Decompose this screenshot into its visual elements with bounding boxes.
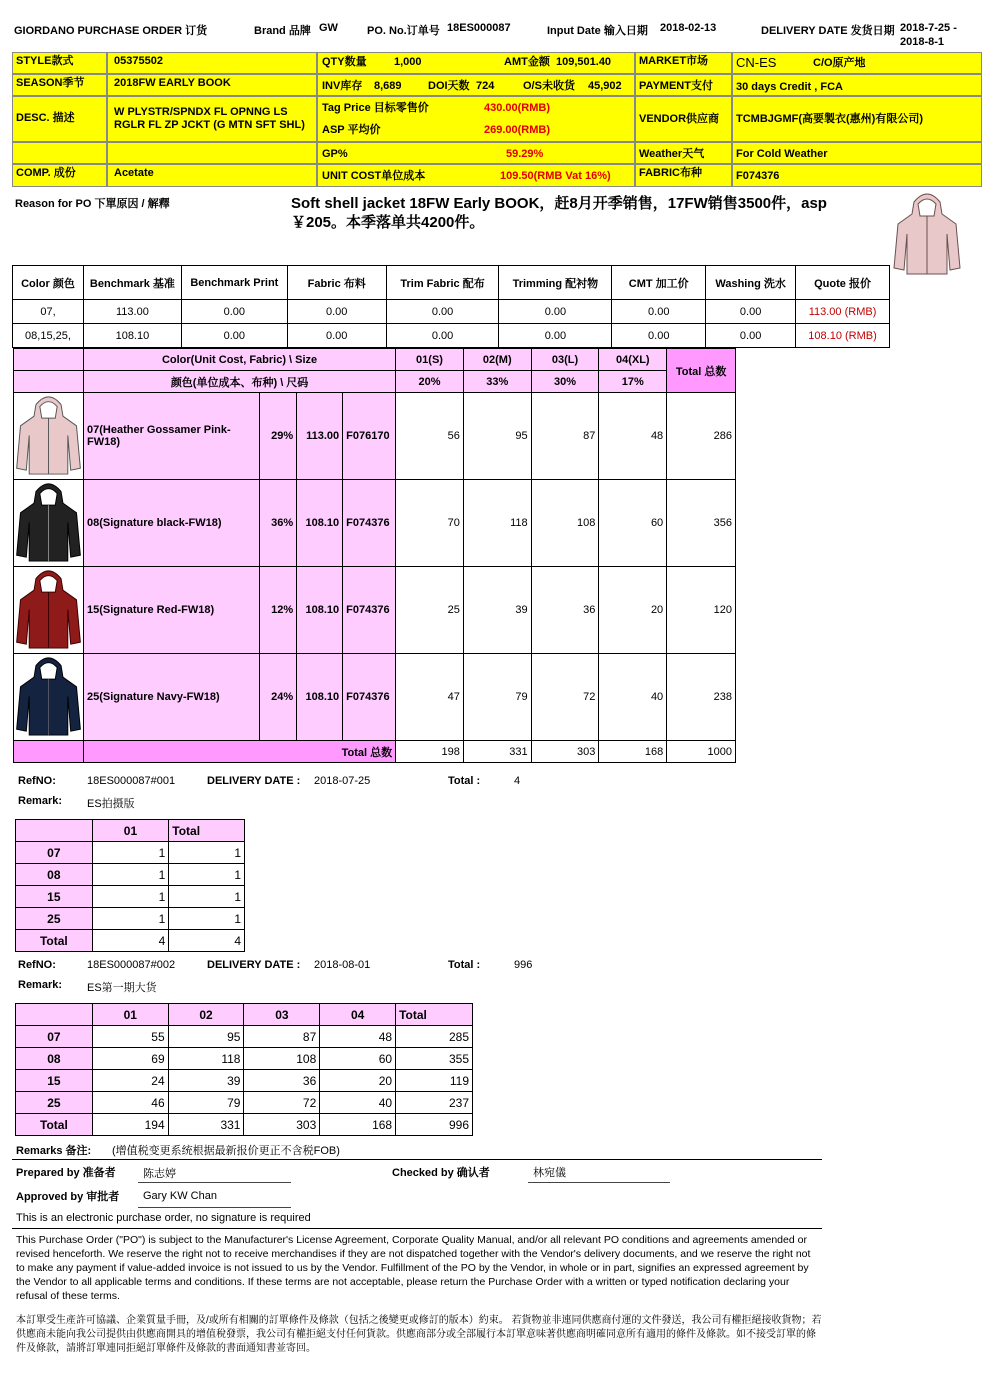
color-fabric: F076170 (343, 393, 396, 480)
weather-label: Weather天气 (635, 142, 732, 164)
brand-value: GW (319, 22, 338, 34)
row-label: 08 (16, 1048, 93, 1070)
cost-header-cell: Washing 洗水 (706, 266, 796, 300)
size-total: 303 (531, 741, 599, 763)
amt-label: AMT金额 (504, 56, 550, 68)
row-total: 1 (169, 864, 245, 886)
ref2-col-header: 02 (168, 1004, 244, 1026)
tag-price-value: 430.00(RMB) (484, 102, 551, 114)
cost-header-cell: Benchmark Print (181, 266, 287, 300)
cost-header-cell: Trim Fabric 配布 (386, 266, 499, 300)
qty-cell: 46 (92, 1092, 168, 1114)
cost-cell: 0.00 (499, 300, 612, 324)
row-label: 25 (16, 1092, 93, 1114)
cost-cell: 113.00 (83, 300, 181, 324)
amt-value: 109,501.40 (556, 56, 612, 68)
remarks-text: (增值税变更系统根据最新报价更正不含税FOB) (112, 1145, 340, 1157)
ref2-col-header: 01 (92, 1004, 168, 1026)
comp-label: COMP. 成份 (12, 164, 107, 187)
row-label: Total (16, 930, 93, 952)
season-value: 2018FW EARLY BOOK (107, 74, 317, 96)
signature-line (528, 1182, 670, 1183)
table-row (16, 1026, 473, 1048)
qty-cell: 39 (168, 1070, 244, 1092)
color-name: 25(Signature Navy-FW18) (84, 654, 260, 741)
qty-cell: 48 (599, 393, 667, 480)
unit-cost-value: 109.50(RMB Vat 16%) (500, 170, 611, 182)
row-label: 25 (16, 908, 93, 930)
prepared-name: 陈志婷 (143, 1168, 176, 1180)
style-label: STYLE款式 (12, 52, 107, 74)
unit-cost-cell (317, 164, 635, 187)
row-total: 1 (169, 886, 245, 908)
table-row (16, 930, 245, 952)
ref1-delivery-label: DELIVERY DATE : (207, 775, 301, 787)
terms-chinese: 本訂單受生產許可協議、企業質量手冊，及/或所有相關的訂單條件及條款（包括之後變更或修訂的版本）約束。 若貨物並非連同供應商付運的文件發送，我公司有權拒絕接收貨物；若供應商未能向我公司提供由供應商開具的增值稅發票，我公司有權拒絕支付任何貨款。供應商部分或全部履行本訂單意味著供應商明確同意所有適用的條件及條款。如不接受訂單的條件及條款，請將訂單連同拒絕訂單條件及條款的書面通知書並寄回。 (16, 1315, 822, 1354)
qty-cell: 87 (531, 393, 599, 480)
cost-cell: 0.00 (706, 300, 796, 324)
ref2-remark-label: Remark: (18, 979, 63, 991)
table-row (16, 1114, 473, 1136)
ref1-delivery-date: 2018-07-25 (314, 775, 371, 787)
cost-row (13, 300, 890, 324)
inv-label: INV库存 (322, 80, 363, 92)
color-cost: 108.10 (297, 480, 343, 567)
table-row (16, 1070, 473, 1092)
co-label: C/O原产地 (813, 57, 866, 69)
qty-cell: 72 (531, 654, 599, 741)
tag-price-label: Tag Price 目标零售价 (322, 102, 429, 114)
color-cost: 108.10 (297, 567, 343, 654)
payment-label: PAYMENT支付 (635, 74, 732, 96)
ref2-delivery-date: 2018-08-01 (314, 959, 371, 971)
size-color-table (13, 348, 736, 763)
qty-cell (317, 52, 635, 74)
row-total: 237 (396, 1092, 473, 1114)
asp-value: 269.00(RMB) (484, 124, 551, 136)
qty-cell: 36 (244, 1070, 320, 1092)
cost-header-cell: Trimming 配衬物 (499, 266, 612, 300)
os-value: 45,902 (588, 80, 622, 92)
qty-cell: 47 (396, 654, 464, 741)
blank-cell (14, 371, 84, 393)
cost-cell: 0.00 (386, 300, 499, 324)
qty-cell: 79 (463, 654, 531, 741)
size-total: 198 (396, 741, 464, 763)
inventory-cell (317, 74, 635, 96)
cost-header-cell: Color 颜色 (13, 266, 84, 300)
grand-total: 1000 (667, 741, 736, 763)
inv-value: 8,689 (374, 80, 402, 92)
po-info-grid (12, 52, 982, 187)
desc-label: DESC. 描述 (12, 96, 107, 142)
qty-value: 1,000 (394, 56, 422, 68)
market-cell (732, 52, 982, 74)
cost-row (13, 324, 890, 348)
size-total: 331 (463, 741, 531, 763)
cost-cell: 0.00 (499, 324, 612, 348)
fabric-value: F074376 (732, 164, 982, 187)
qty-cell: 118 (168, 1048, 244, 1070)
row-total: 1 (169, 842, 245, 864)
row-label: 15 (16, 886, 93, 908)
prepared-label: Prepared by 准备者 (16, 1167, 116, 1179)
blank-cell (16, 1004, 93, 1026)
ref2-refno: 18ES000087#002 (87, 959, 176, 971)
qty-cell: 72 (244, 1092, 320, 1114)
weather-value: For Cold Weather (732, 142, 982, 164)
color-fabric: F074376 (343, 567, 396, 654)
remarks-label: Remarks 备注: (16, 1145, 92, 1157)
cost-header-cell: CMT 加工价 (612, 266, 706, 300)
jacket-swatch-image (14, 393, 84, 480)
qty-cell: 303 (244, 1114, 320, 1136)
qty-cell: 56 (396, 393, 464, 480)
table-row (16, 842, 245, 864)
ref2-total: 996 (514, 959, 533, 971)
qty-cell: 1 (92, 908, 169, 930)
color-row (14, 393, 736, 480)
quote-cell: 113.00 (RMB) (796, 300, 890, 324)
doi-label: DOI天数 (428, 80, 470, 92)
vendor-value: TCMBJGMF(高要製衣(惠州)有限公司) (732, 96, 982, 142)
qty-cell: 79 (168, 1092, 244, 1114)
cost-header-cell: Benchmark 基准 (83, 266, 181, 300)
cost-cell: 0.00 (386, 324, 499, 348)
approved-label: Approved by 审批者 (16, 1191, 120, 1203)
cost-header-row (13, 266, 890, 300)
color-pct: 29% (260, 393, 297, 480)
ref2-total-label: Total : (448, 959, 481, 971)
qty-cell: 20 (320, 1070, 396, 1092)
brand-label: Brand 品牌 (254, 25, 311, 37)
blank-cell (14, 349, 84, 371)
qty-cell: 55 (92, 1026, 168, 1048)
ref1-total-label: Total : (448, 775, 481, 787)
row-total: 356 (667, 480, 736, 567)
row-label: 08 (16, 864, 93, 886)
gp-value: 59.29% (506, 148, 544, 160)
row-total: 355 (396, 1048, 473, 1070)
po-number-label: PO. No.订单号 (367, 25, 440, 37)
ref2-remark: ES第一期大货 (87, 982, 157, 994)
divider (12, 1159, 822, 1160)
qty-cell: 40 (320, 1092, 396, 1114)
qty-cell: 1 (92, 886, 169, 908)
qty-cell: 24 (92, 1070, 168, 1092)
total-header: Total 总数 (667, 349, 736, 393)
color-fabric: F074376 (343, 480, 396, 567)
po-title: GIORDANO PURCHASE ORDER 订货 (14, 25, 208, 37)
divider (12, 1228, 822, 1229)
qty-cell: 108 (244, 1048, 320, 1070)
qty-cell: 168 (320, 1114, 396, 1136)
payment-value: 30 days Credit , FCA (732, 74, 982, 96)
input-date: 2018-02-13 (660, 22, 717, 34)
row-total: 238 (667, 654, 736, 741)
qty-cell: 69 (92, 1048, 168, 1070)
cost-cell: 0.00 (706, 324, 796, 348)
table-row (16, 886, 245, 908)
qty-cell: 95 (463, 393, 531, 480)
size-total: 168 (599, 741, 667, 763)
qty-cell: 4 (92, 930, 169, 952)
quote-cell: 108.10 (RMB) (796, 324, 890, 348)
vendor-label: VENDOR供应商 (635, 96, 732, 142)
qty-cell: 194 (92, 1114, 168, 1136)
ref2-size-table (15, 1003, 473, 1136)
row-total: 1 (169, 908, 245, 930)
color-pct: 36% (260, 480, 297, 567)
color-row (14, 567, 736, 654)
qty-cell: 118 (463, 480, 531, 567)
row-label: 07 (16, 1026, 93, 1048)
blank-cell (12, 142, 107, 164)
size-table-header-cn: 颜色(单位成本、布种) \ 尺码 (84, 371, 396, 393)
qty-cell: 331 (168, 1114, 244, 1136)
gp-label: GP% (322, 148, 348, 160)
size-header: 02(M) (463, 349, 531, 371)
cost-header-cell: Quote 报价 (796, 266, 890, 300)
electronic-notice: This is an electronic purchase order, no signature is required (16, 1212, 311, 1224)
qty-cell: 20 (599, 567, 667, 654)
color-cost: 113.00 (297, 393, 343, 480)
os-label: O/S未收货 (523, 80, 575, 92)
season-label: SEASON季节 (12, 74, 107, 96)
size-ratio: 33% (463, 371, 531, 393)
asp-label: ASP 平均价 (322, 124, 381, 136)
blank-cell (16, 820, 93, 842)
qty-cell: 108 (531, 480, 599, 567)
ref1-remark: ES拍摄版 (87, 798, 135, 810)
color-name: 07(Heather Gossamer Pink-FW18) (84, 393, 260, 480)
table-row (16, 1048, 473, 1070)
cost-cell: 0.00 (181, 300, 287, 324)
delivery-date-label: DELIVERY DATE 发货日期 (761, 25, 895, 37)
fabric-label: FABRIC布种 (635, 164, 732, 187)
delivery-date-start: 2018-7-25 - (900, 22, 957, 34)
totals-label: Total 总数 (84, 741, 396, 763)
qty-label: QTY数量 (322, 56, 367, 68)
approved-name: Gary KW Chan (143, 1190, 217, 1202)
cost-breakdown-table (12, 265, 890, 348)
table-row (16, 908, 245, 930)
jacket-swatch-image (14, 480, 84, 567)
size-header: 03(L) (531, 349, 599, 371)
reason-text: Soft shell jacket 18FW Early BOOK，赶8月开季销售，17FW销售3500件，asp ￥205。本季落单共4200件。 (291, 195, 827, 231)
color-row (14, 654, 736, 741)
ref2-col-header: 04 (320, 1004, 396, 1026)
cost-cell: 07, (13, 300, 84, 324)
reason-label: Reason for PO 下單原因 / 解釋 (15, 198, 170, 210)
row-label: 07 (16, 842, 93, 864)
delivery-date-end: 2018-8-1 (900, 36, 945, 48)
color-name: 15(Signature Red-FW18) (84, 567, 260, 654)
terms-english: This Purchase Order ("PO") is subject to the Manufacturer's License Agreement, Corporate Quality Manual, and/or all relevant PO conditions and agreements amended or revised henceforth. We reserve the right not to receive merchandises if they are not dispatched together with the Vendor's delivery documents, and we reserve the right not to make any payment if value-added invoice is not issued to us by the Vendor. Fulfillment of the PO by the Vendor, in whole or in part, signifies an expressed agreement by the Vendor to all applicable terms and conditions. If these terms are not acceptable, please return the Purchase Order with a written or typed notification declaring your refusal of these terms. (16, 1234, 811, 1302)
ref2-col-header: 03 (244, 1004, 320, 1026)
cost-cell: 08,15,25, (13, 324, 84, 348)
comp-value: Acetate (107, 164, 317, 187)
color-cost: 108.10 (297, 654, 343, 741)
ref2-refno-label: RefNO: (18, 959, 56, 971)
qty-cell: 95 (168, 1026, 244, 1048)
table-row (16, 1092, 473, 1114)
qty-cell: 40 (599, 654, 667, 741)
ref1-refno-label: RefNO: (18, 775, 56, 787)
jacket-sketch-image (892, 190, 962, 276)
row-total: 119 (396, 1070, 473, 1092)
unit-cost-label: UNIT COST单位成本 (322, 170, 426, 182)
checked-label: Checked by 确认者 (392, 1167, 490, 1179)
qty-cell: 36 (531, 567, 599, 654)
size-ratio: 20% (396, 371, 464, 393)
ref1-refno: 18ES000087#001 (87, 775, 176, 787)
totals-row (14, 741, 736, 763)
jacket-swatch-image (14, 567, 84, 654)
ref1-size-table (15, 819, 245, 952)
ref1-remark-label: Remark: (18, 795, 63, 807)
ref1-total: 4 (514, 775, 521, 787)
row-label: Total (16, 1114, 93, 1136)
signature-line (138, 1182, 291, 1183)
row-total: 4 (169, 930, 245, 952)
cost-cell: 0.00 (181, 324, 287, 348)
desc-value: W PLYSTR/SPNDX FL OPNNG LS RGLR FL ZP JCKT (G MTN SFT SHL) (107, 96, 317, 142)
qty-cell: 39 (463, 567, 531, 654)
qty-cell: 60 (599, 480, 667, 567)
market-value: CN-ES (736, 55, 777, 70)
color-pct: 24% (260, 654, 297, 741)
size-header: 04(XL) (599, 349, 667, 371)
cost-cell: 0.00 (287, 324, 386, 348)
jacket-swatch-image (14, 654, 84, 741)
cost-cell: 108.10 (83, 324, 181, 348)
style-value: 05375502 (107, 52, 317, 74)
color-row (14, 480, 736, 567)
color-fabric: F074376 (343, 654, 396, 741)
cost-cell: 0.00 (612, 300, 706, 324)
row-total: 285 (396, 1026, 473, 1048)
qty-cell: 1 (92, 842, 169, 864)
qty-cell: 25 (396, 567, 464, 654)
color-pct: 12% (260, 567, 297, 654)
qty-cell: 48 (320, 1026, 396, 1048)
blank-cell (14, 741, 84, 763)
row-total: 120 (667, 567, 736, 654)
market-label: MARKET市场 (635, 52, 732, 74)
size-table-header: Color(Unit Cost, Fabric) \ Size (84, 349, 396, 371)
row-total: 996 (396, 1114, 473, 1136)
ref2-delivery-label: DELIVERY DATE : (207, 959, 301, 971)
cost-cell: 0.00 (612, 324, 706, 348)
qty-cell: 87 (244, 1026, 320, 1048)
size-ratio: 30% (531, 371, 599, 393)
po-number: 18ES000087 (447, 22, 511, 34)
cost-cell: 0.00 (287, 300, 386, 324)
row-total: 286 (667, 393, 736, 480)
input-date-label: Input Date 输入日期 (547, 25, 648, 37)
gp-cell (317, 142, 635, 164)
ref1-col-header: 01 (92, 820, 169, 842)
row-label: 15 (16, 1070, 93, 1092)
size-ratio: 17% (599, 371, 667, 393)
signature-line (138, 1207, 291, 1208)
table-row (16, 864, 245, 886)
qty-cell: 1 (92, 864, 169, 886)
qty-cell: 70 (396, 480, 464, 567)
ref2-col-header: Total (396, 1004, 473, 1026)
ref1-col-header: Total (169, 820, 245, 842)
blank-cell (107, 142, 317, 164)
qty-cell: 60 (320, 1048, 396, 1070)
checked-name: 林宛儀 (533, 1167, 566, 1179)
size-header: 01(S) (396, 349, 464, 371)
color-name: 08(Signature black-FW18) (84, 480, 260, 567)
doi-value: 724 (476, 80, 495, 92)
cost-header-cell: Fabric 布料 (287, 266, 386, 300)
price-cell (317, 96, 635, 142)
